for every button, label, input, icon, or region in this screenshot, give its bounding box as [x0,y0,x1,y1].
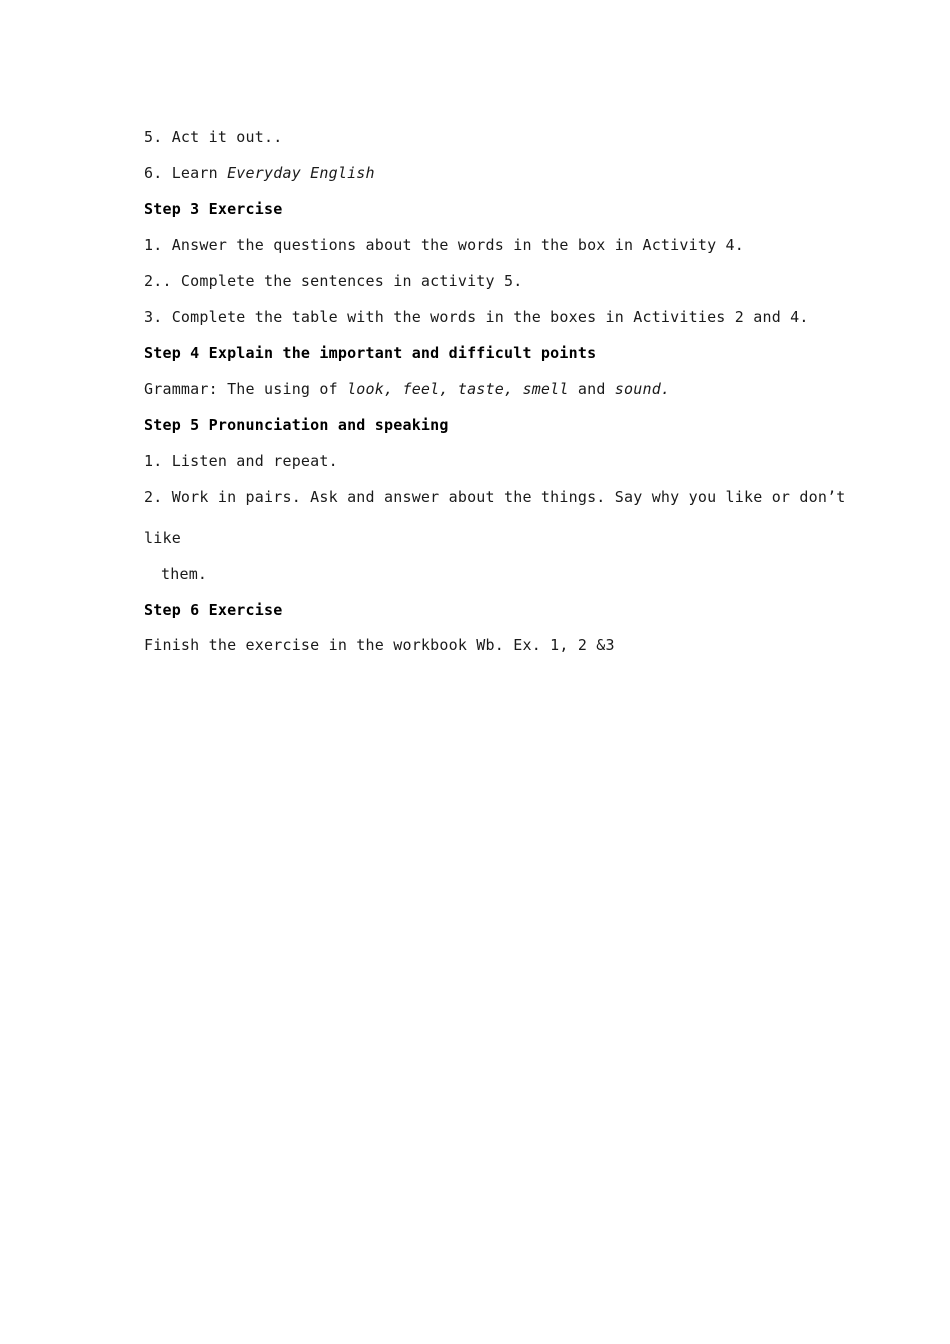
italic-title: Everyday English [227,164,375,182]
step-heading: Step 5 Pronunciation and speaking [144,416,449,434]
list-item: Finish the exercise in the workbook Wb. Ex. 1, 2 &3 [144,636,615,654]
list-item: 3. Complete the table with the words in the boxes in Activities 2 and 4. [144,308,809,326]
step-heading: Step 6 Exercise [144,601,283,619]
list-item-label: 6. Learn [144,164,228,182]
grammar-line [144,379,670,399]
list-item [144,163,375,183]
grammar-and: and [568,380,615,398]
list-item-continuation: them. [161,565,208,583]
grammar-words: look, feel, taste, smell [347,380,569,398]
list-item-continuation: like [144,529,181,547]
grammar-label: Grammar: The using of [144,380,348,398]
list-item: 2. Work in pairs. Ask and answer about the things. Say why you like or don’t [144,488,846,506]
step-heading: Step 3 Exercise [144,200,283,218]
grammar-sound: sound. [614,380,671,398]
list-item: 1. Listen and repeat. [144,452,338,470]
list-item: 2.. Complete the sentences in activity 5. [144,272,523,290]
list-item: 5. Act it out.. [144,128,283,146]
step-heading: Step 4 Explain the important and difficult points [144,344,597,362]
list-item: 1. Answer the questions about the words in the box in Activity 4. [144,236,744,254]
